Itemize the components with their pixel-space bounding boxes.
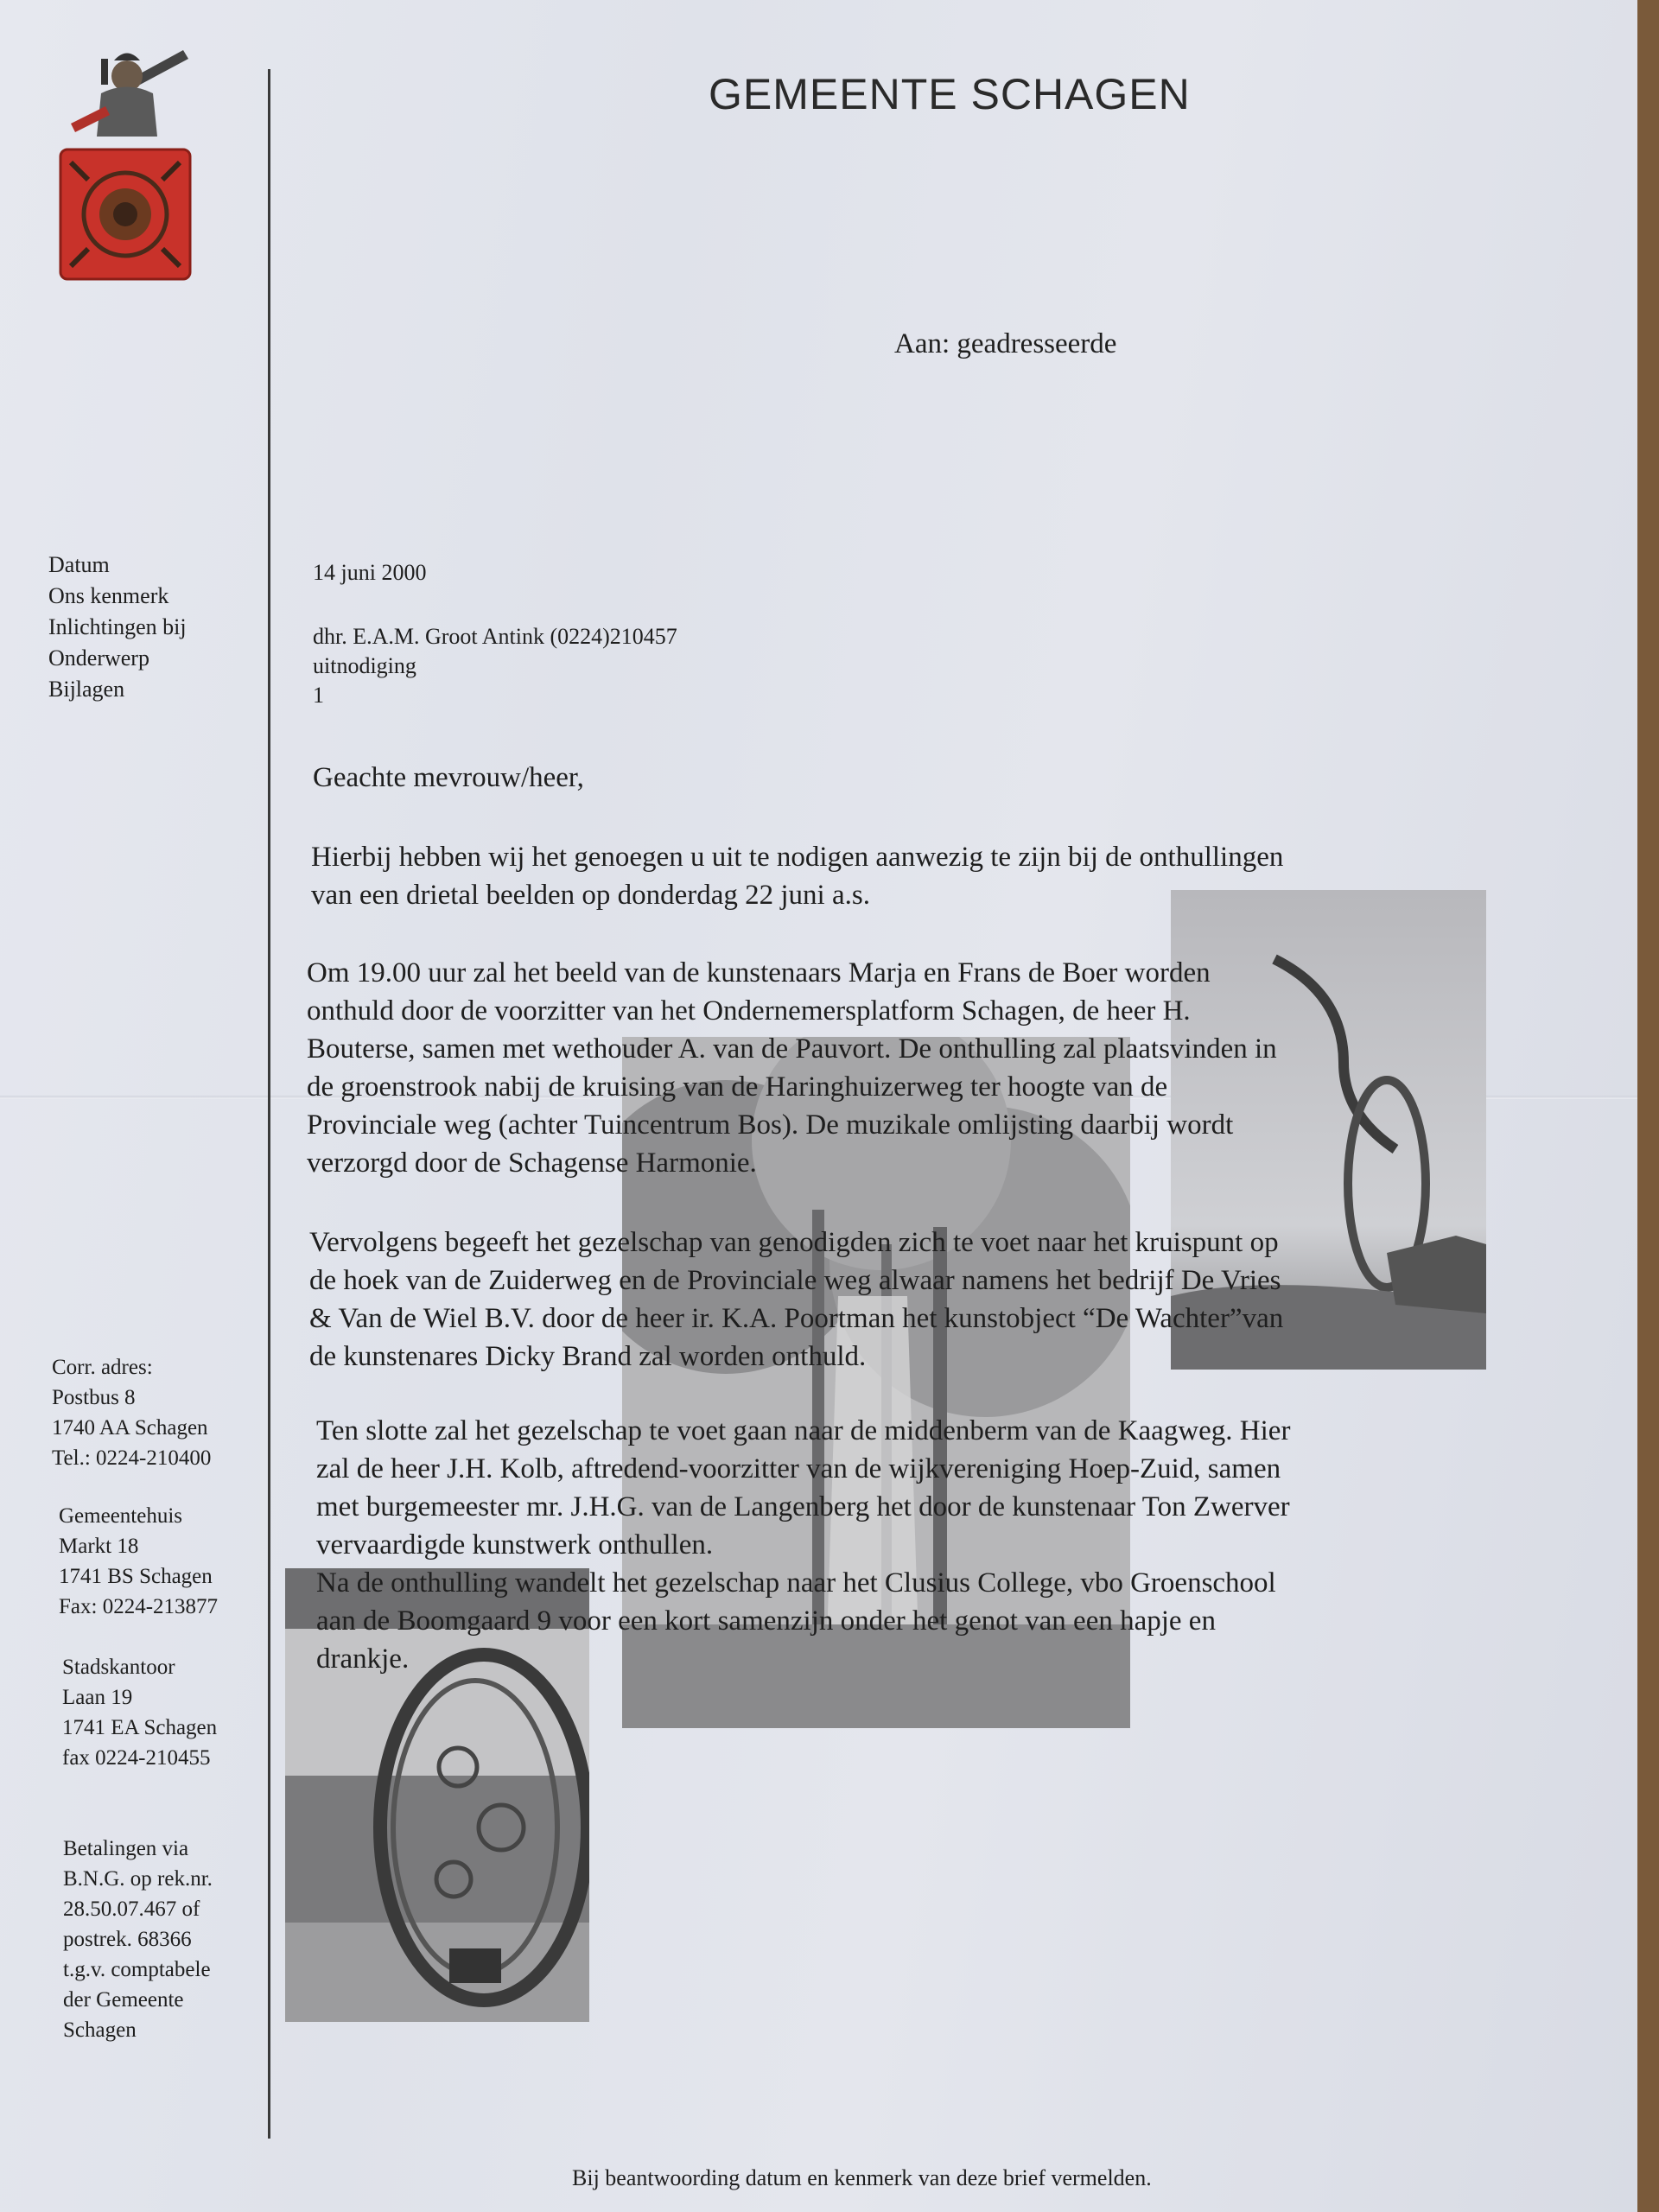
stadskantoor-address <box>62 1652 217 1773</box>
gemeentehuis-line: Markt 18 <box>59 1535 139 1558</box>
p2-line: verzorgd door de Schagense Harmonie. <box>307 1147 757 1179</box>
stadskantoor-line: 1741 EA Schagen <box>62 1716 218 1739</box>
corr-line: Corr. adres: <box>52 1356 153 1379</box>
stadskantoor-line: Laan 19 <box>62 1686 133 1709</box>
p4-line: met burgemeester mr. J.H.G. van de Langenberg het door de kunstenaar Ton Zwerver <box>316 1491 1290 1522</box>
p4-line: zal de heer J.H. Kolb, aftredend-voorzitter van de wijkvereniging Hoep-Zuid, samen <box>316 1453 1281 1484</box>
gemeentehuis-line: Gemeentehuis <box>59 1504 183 1528</box>
payment-line: t.g.v. comptabele <box>63 1958 211 1981</box>
meta-bijlagen: 1 <box>313 683 324 708</box>
p3-line: & Van de Wiel B.V. door de heer ir. K.A. Poortman het kunstobject “De Wachter”van <box>309 1303 1284 1334</box>
margin-divider <box>268 69 270 2139</box>
reference-labels <box>48 550 187 705</box>
p2-line: Bouterse, samen met wethouder A. van de Pauvort. De onthulling zal plaatsvinden in <box>307 1033 1277 1065</box>
meta-datum: 14 juni 2000 <box>313 560 427 585</box>
p2-line: onthuld door de voorzitter van het Ondernemersplatform Schagen, de heer H. <box>307 995 1191 1027</box>
label-datum: Datum <box>48 552 110 577</box>
payment-line: 28.50.07.467 of <box>63 1897 200 1921</box>
p1-line: Hierbij hebben wij het genoegen u uit te nodigen aanwezig te zijn bij de onthullingen <box>311 842 1284 873</box>
paragraph-3 <box>309 1224 1283 1376</box>
payment-line: der Gemeente <box>63 1988 184 2012</box>
gemeentehuis-line: 1741 BS Schagen <box>59 1565 213 1588</box>
payment-info <box>63 1834 213 2045</box>
stadskantoor-line: fax 0224-210455 <box>62 1746 211 1770</box>
coat-of-arms-icon <box>54 41 200 292</box>
salutation: Geachte mevrouw/heer, <box>313 762 584 793</box>
p4-line: Na de onthulling wandelt het gezelschap naar het Clusius College, vbo Groenschool <box>316 1567 1276 1599</box>
corr-line: Postbus 8 <box>52 1386 136 1409</box>
p2-line: Om 19.00 uur zal het beeld van de kunstenaars Marja en Frans de Boer worden <box>307 957 1211 988</box>
p1-line: van een drietal beelden op donderdag 22 juni a.s. <box>311 880 870 911</box>
paragraph-2 <box>307 954 1277 1182</box>
label-bijlagen: Bijlagen <box>48 677 125 702</box>
paragraph-4 <box>316 1412 1290 1678</box>
meta-inlichtingen: dhr. E.A.M. Groot Antink (0224)210457 <box>313 624 677 649</box>
meta-onderwerp: uitnodiging <box>313 653 416 678</box>
p4-line: drankje. <box>316 1643 410 1675</box>
p3-line: Vervolgens begeeft het gezelschap van genodigden zich te voet naar het kruispunt op <box>309 1227 1279 1258</box>
label-kenmerk: Ons kenmerk <box>48 583 169 608</box>
gemeentehuis-line: Fax: 0224-213877 <box>59 1595 219 1618</box>
p2-line: Provinciale weg (achter Tuincentrum Bos). De muzikale omlijsting daarbij wordt <box>307 1109 1234 1141</box>
p3-line: de hoek van de Zuiderweg en de Provinciale weg alwaar namens het bedrijf De Vries <box>309 1265 1281 1296</box>
footer-note: Bij beantwoording datum en kenmerk van deze brief vermelden. <box>572 2165 1152 2190</box>
corr-line: Tel.: 0224-210400 <box>52 1446 212 1470</box>
payment-line: Betalingen via <box>63 1837 189 1860</box>
corr-line: 1740 AA Schagen <box>52 1416 208 1440</box>
p4-line: Ten slotte zal het gezelschap te voet gaan naar de middenberm van de Kaagweg. Hier <box>316 1415 1291 1446</box>
label-inlichtingen: Inlichtingen bij <box>48 614 187 639</box>
gemeentehuis-address <box>59 1501 218 1622</box>
label-onderwerp: Onderwerp <box>48 645 149 671</box>
payment-line: B.N.G. op rek.nr. <box>63 1867 213 1891</box>
p4-line: vervaardigde kunstwerk onthullen. <box>316 1529 714 1560</box>
paragraph-1 <box>311 838 1283 914</box>
corr-address <box>52 1352 211 1473</box>
payment-line: postrek. 68366 <box>63 1928 192 1951</box>
stadskantoor-line: Stadskantoor <box>62 1656 175 1679</box>
addressee: Aan: geadresseerde <box>894 328 1117 359</box>
p2-line: de groenstrook nabij de kruising van de Haringhuizerweg ter hoogte van de <box>307 1071 1168 1103</box>
payment-line: Schagen <box>63 2018 137 2042</box>
p3-line: de kunstenares Dicky Brand zal worden onthuld. <box>309 1341 867 1372</box>
page-title: GEMEENTE SCHAGEN <box>709 70 1191 118</box>
p4-line: aan de Boomgaard 9 voor een kort samenzijn onder het genot van een hapje en <box>316 1605 1216 1637</box>
